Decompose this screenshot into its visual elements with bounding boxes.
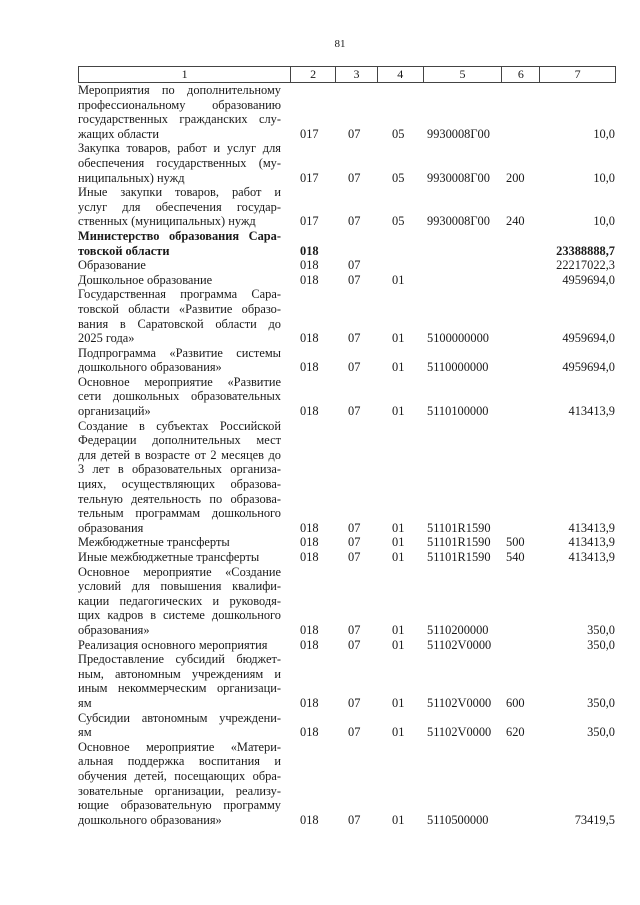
- ministry-code: 018: [300, 243, 319, 258]
- budget-table: [78, 66, 616, 827]
- ministry-code: 018: [300, 520, 319, 535]
- amount: 4959694,0: [562, 360, 615, 375]
- table-row: [78, 535, 616, 550]
- expense-type-code: 200: [506, 170, 525, 185]
- amount: 73419,5: [574, 812, 615, 827]
- description-line: альная поддержка воспитания и: [78, 754, 281, 769]
- header-col-5: 5: [424, 67, 503, 82]
- amount: 22217022,3: [556, 258, 615, 273]
- amount: 413413,9: [568, 535, 615, 550]
- table-row: [78, 652, 616, 710]
- ministry-code: 018: [300, 637, 319, 652]
- subsection-code: 01: [392, 360, 405, 375]
- subsection-code: 05: [392, 214, 405, 229]
- description-line: образования»: [78, 622, 150, 637]
- expense-type-code: 620: [506, 725, 525, 740]
- section-code: 07: [348, 695, 361, 710]
- row-description: [78, 185, 291, 229]
- table-row: [78, 550, 616, 565]
- target-article-code: 51101R1590: [427, 520, 491, 535]
- description-line: ющие образовательную программу: [78, 798, 281, 813]
- subsection-code: 01: [392, 272, 405, 287]
- amount: 350,0: [587, 695, 615, 710]
- ministry-code: 018: [300, 331, 319, 346]
- row-description: [78, 419, 291, 536]
- description-line: Основное мероприятие «Развитие: [78, 374, 281, 389]
- target-article-code: 9930008Г00: [427, 126, 490, 141]
- amount: 23388888,7: [556, 243, 615, 258]
- ministry-code: 018: [300, 404, 319, 419]
- description-line: Образование: [78, 258, 146, 273]
- header-col-7: 7: [574, 67, 581, 81]
- amount: 4959694,0: [562, 331, 615, 346]
- row-description: [78, 273, 291, 288]
- page-number: 81: [334, 38, 346, 50]
- target-article-code: 51102V0000: [427, 725, 492, 740]
- amount: 350,0: [587, 725, 615, 740]
- description-line: услуг для обеспечения государ-: [78, 199, 281, 214]
- ministry-code: 018: [300, 725, 319, 740]
- description-line: Предоставление субсидий бюджет-: [78, 652, 281, 667]
- section-code: 07: [348, 637, 361, 652]
- description-line: Подпрограмма «Развитие системы: [78, 345, 281, 360]
- description-line: Создание в субъектах Российской: [78, 418, 281, 433]
- table-row: [78, 565, 616, 638]
- target-article-code: 5110100000: [427, 404, 489, 419]
- description-line: ям: [78, 725, 92, 740]
- row-description: [78, 83, 291, 141]
- ministry-code: 017: [300, 214, 319, 229]
- table-row: [78, 185, 616, 229]
- section-code: 07: [348, 272, 361, 287]
- section-code: 07: [348, 622, 361, 637]
- description-line: ям: [78, 695, 92, 710]
- table-row: [78, 273, 616, 288]
- row-description: [78, 229, 291, 258]
- row-description: [78, 141, 291, 185]
- amount: 10,0: [593, 214, 615, 229]
- table-row: [78, 229, 616, 258]
- subsection-code: 01: [392, 520, 405, 535]
- amount: 350,0: [587, 637, 615, 652]
- header-col-4: 4: [378, 67, 424, 82]
- description-line: дошкольного образования»: [78, 360, 222, 375]
- ministry-code: 018: [300, 535, 319, 550]
- table-row: [78, 740, 616, 828]
- ministry-code: 018: [300, 272, 319, 287]
- section-code: 07: [348, 258, 361, 273]
- description-line: товской области «Развитие образо-: [78, 301, 281, 316]
- description-line: Закупка товаров, работ и услуг для: [78, 141, 281, 156]
- section-code: 07: [348, 214, 361, 229]
- description-line: Министерство образования Сара-: [78, 228, 281, 243]
- target-article-code: 5100000000: [427, 331, 489, 346]
- row-description: [78, 740, 291, 828]
- section-code: 07: [348, 535, 361, 550]
- description-line: тельную деятельность по образова-: [78, 491, 281, 506]
- ministry-code: 018: [300, 360, 319, 375]
- description-line: профессиональному образованию: [78, 97, 281, 112]
- target-article-code: 51102V0000: [427, 637, 492, 652]
- subsection-code: 01: [392, 812, 405, 827]
- amount: 350,0: [587, 622, 615, 637]
- description-line: зовательные организации, реализу-: [78, 783, 281, 798]
- description-line: Федерации дополнительных мест: [78, 433, 281, 448]
- ministry-code: 018: [300, 622, 319, 637]
- amount: 4959694,0: [562, 272, 615, 287]
- description-line: ниципальных) нужд: [78, 170, 185, 185]
- table-row: [78, 346, 616, 375]
- ministry-code: 017: [300, 126, 319, 141]
- header-col-2: 2: [291, 67, 336, 82]
- section-code: 07: [348, 812, 361, 827]
- row-description: [78, 565, 291, 638]
- description-line: ственных (муниципальных) нужд: [78, 214, 256, 229]
- amount: 413413,9: [568, 404, 615, 419]
- table-body: [78, 83, 616, 827]
- description-line: Основное мероприятие «Матери-: [78, 739, 281, 754]
- description-line: Иные межбюджетные трансферты: [78, 550, 260, 564]
- table-row: [78, 287, 616, 345]
- description-line: ным, автономным учреждениям и: [78, 666, 281, 681]
- row-description: [78, 258, 291, 273]
- description-line: Межбюджетные трансферты: [78, 535, 230, 550]
- description-line: для детей в возрасте от 2 месяцев до: [78, 447, 281, 462]
- subsection-code: 01: [392, 535, 405, 550]
- expense-type-code: 540: [506, 550, 525, 564]
- target-article-code: 51102V0000: [427, 695, 492, 710]
- description-line: условий для повышения квалифи-: [78, 579, 281, 594]
- row-description: [78, 638, 291, 653]
- header-col-1: 1: [79, 67, 291, 82]
- section-code: 07: [348, 550, 361, 564]
- target-article-code: 5110000000: [427, 360, 489, 375]
- ministry-code: 018: [300, 695, 319, 710]
- row-description: [78, 550, 291, 565]
- subsection-code: 01: [392, 725, 405, 740]
- section-code: 07: [348, 126, 361, 141]
- description-line: сети дошкольных образовательных: [78, 389, 281, 404]
- row-description: [78, 711, 291, 740]
- header-col-3: 3: [336, 67, 378, 82]
- target-article-code: 5110200000: [427, 622, 489, 637]
- ministry-code: 018: [300, 258, 319, 273]
- description-line: иным некоммерческим организаци-: [78, 681, 281, 696]
- row-description: [78, 652, 291, 710]
- table-row: [78, 141, 616, 185]
- row-description: [78, 535, 291, 550]
- description-line: Субсидии автономным учреждени-: [78, 710, 281, 725]
- row-description: [78, 287, 291, 345]
- amount: 413413,9: [568, 550, 615, 564]
- description-line: кации педагогических и руководя-: [78, 593, 281, 608]
- row-description: [78, 375, 291, 419]
- subsection-code: 01: [392, 404, 405, 419]
- description-line: Мероприятия по дополнительному: [78, 83, 281, 97]
- description-line: циях, осуществляющих образова-: [78, 477, 281, 492]
- description-line: Реализация основного мероприятия: [78, 637, 268, 652]
- description-line: организаций»: [78, 404, 151, 419]
- subsection-code: 01: [392, 622, 405, 637]
- description-line: тельным программам дошкольного: [78, 506, 281, 521]
- row-description: [78, 346, 291, 375]
- table-row: [78, 419, 616, 536]
- section-code: 07: [348, 404, 361, 419]
- table-row: [78, 638, 616, 653]
- description-line: вания в Саратовской области до: [78, 316, 281, 331]
- table-header-row: [78, 66, 616, 83]
- subsection-code: 01: [392, 331, 405, 346]
- table-row: [78, 258, 616, 273]
- amount: 413413,9: [568, 520, 615, 535]
- section-code: 07: [348, 360, 361, 375]
- section-code: 07: [348, 725, 361, 740]
- description-line: Дошкольное образование: [78, 272, 213, 287]
- target-article-code: 9930008Г00: [427, 170, 490, 185]
- description-line: образования: [78, 520, 144, 535]
- description-line: Основное мероприятие «Создание: [78, 564, 281, 579]
- description-line: обучения детей, посещающих обра-: [78, 768, 281, 783]
- description-line: 3 лет в образовательных организа-: [78, 462, 281, 477]
- expense-type-code: 500: [506, 535, 525, 550]
- description-line: Иные закупки товаров, работ и: [78, 185, 281, 200]
- target-article-code: 5110500000: [427, 812, 489, 827]
- subsection-code: 01: [392, 550, 405, 564]
- subsection-code: 05: [392, 126, 405, 141]
- expense-type-code: 240: [506, 214, 525, 229]
- description-line: дошкольного образования»: [78, 812, 222, 827]
- header-col-6: 6: [502, 67, 540, 82]
- description-line: государственных гражданских слу-: [78, 112, 281, 127]
- description-line: обеспечения государственных (му-: [78, 155, 281, 170]
- section-code: 07: [348, 170, 361, 185]
- table-row: [78, 375, 616, 419]
- ministry-code: 018: [300, 812, 319, 827]
- description-line: жащих области: [78, 126, 159, 141]
- description-line: товской области: [78, 243, 170, 258]
- description-line: Государственная программа Сара-: [78, 287, 281, 302]
- expense-type-code: 600: [506, 695, 525, 710]
- target-article-code: 51101R1590: [427, 535, 491, 550]
- subsection-code: 01: [392, 637, 405, 652]
- section-code: 07: [348, 520, 361, 535]
- target-article-code: 9930008Г00: [427, 214, 490, 229]
- table-row: [78, 711, 616, 740]
- description-line: 2025 года»: [78, 331, 135, 346]
- ministry-code: 018: [300, 550, 319, 564]
- section-code: 07: [348, 331, 361, 346]
- table-row: [78, 83, 616, 141]
- target-article-code: 51101R1590: [427, 550, 491, 564]
- ministry-code: 017: [300, 170, 319, 185]
- subsection-code: 01: [392, 695, 405, 710]
- description-line: щих кадров в системе дошкольного: [78, 608, 281, 623]
- amount: 10,0: [593, 126, 615, 141]
- subsection-code: 05: [392, 170, 405, 185]
- amount: 10,0: [593, 170, 615, 185]
